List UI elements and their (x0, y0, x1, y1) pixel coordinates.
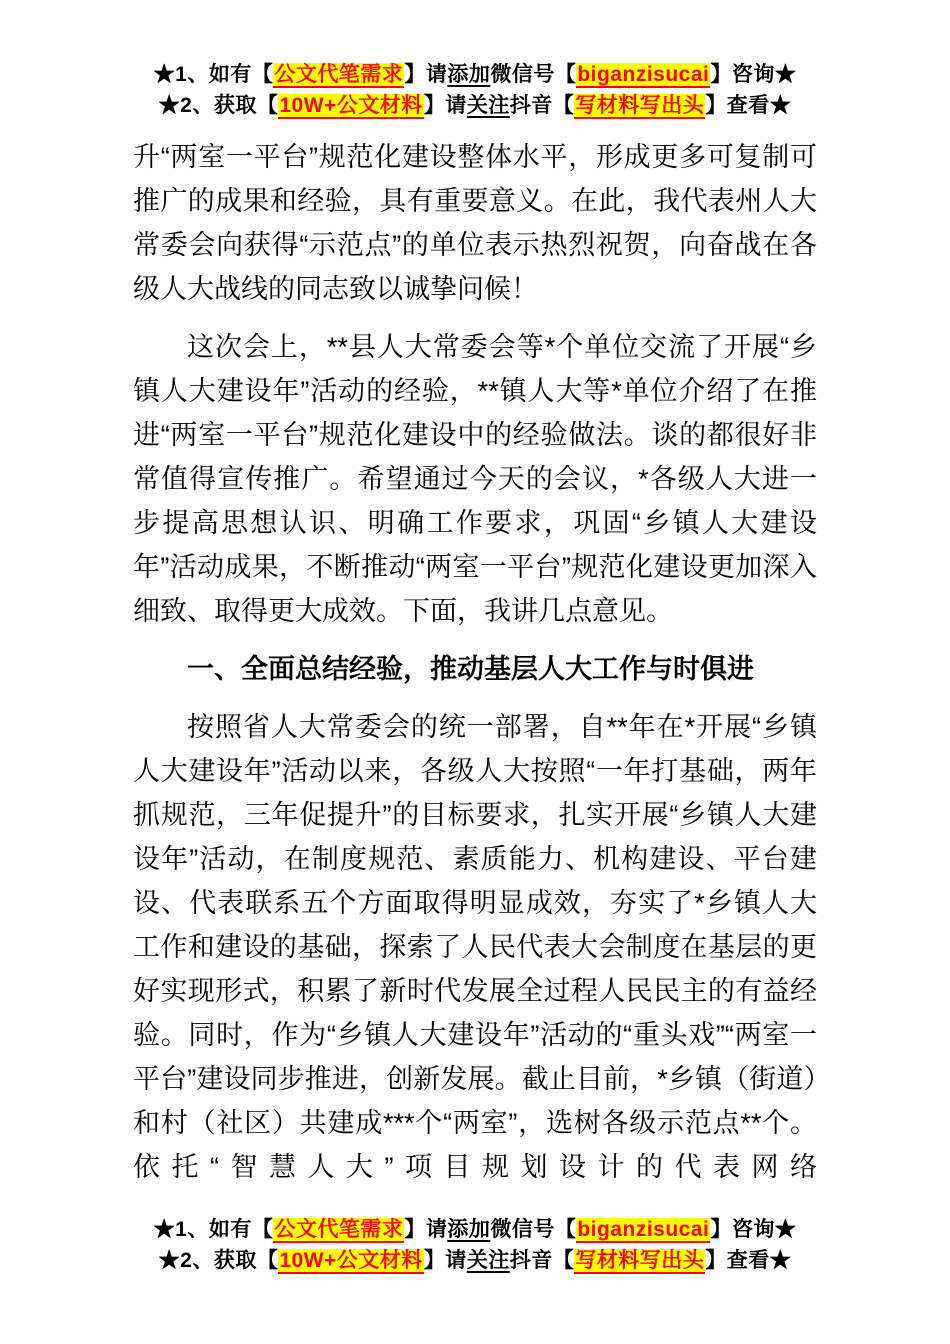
promo-text: 抖音【 (509, 94, 575, 117)
promo-underline-add: 添加 (447, 1218, 491, 1241)
promo-underline-add: 添加 (447, 63, 491, 86)
paragraph: 按照省人大常委会的统一部署，自**年在*开展“乡镇人大建设年”活动以来，各级人大按照“一年打基础，两年抓规范，三年促提升”的目标要求，扎实开展“乡镇人大建设年”活动，在制度规范、素质能力、机构建设、平台建设、代表联系五个方面取得明显成效，夯实了*乡镇人大工作和建设的基础，探索了人民代表大会制度在基层的更好实现形式，积累了新时代发展全过程人民民主的有益经验。同时，作为“乡镇人大建设年”活动的“重头戏”“两室一平台”建设同步推进，创新发展。截止目前，*乡镇（街道）和村（社区）共建成***个“两室”，选树各级示范点**个。依托“智慧人大”项目规划设计的代表网络 (133, 712, 817, 1182)
promo-highlight-douyin-id: 写材料写出头 (575, 1249, 705, 1272)
promo-text: 】请 (423, 94, 467, 117)
promo-text: 】请 (404, 63, 448, 86)
promo-underline-follow: 关注 (466, 94, 510, 117)
promo-highlight-materials: 10W+公文材料 (279, 1249, 423, 1272)
promo-highlight-douyin-id: 写材料写出头 (575, 94, 705, 117)
promo-highlight-service: 公文代笔需求 (274, 63, 404, 86)
promo-text: 】查看★ (705, 1249, 792, 1272)
footer-promo-line-1 (0, 1214, 950, 1245)
header-promo (0, 0, 950, 121)
promo-highlight-wechat-id: biganzisucai (577, 1218, 710, 1241)
section-heading: 一、全面总结经验，推动基层人大工作与时俱进 (187, 654, 754, 684)
promo-text: 】咨询★ (710, 1218, 797, 1241)
promo-text: 抖音【 (509, 1249, 575, 1272)
promo-text: 】请 (404, 1218, 448, 1241)
promo-text: 微信号【 (490, 63, 577, 86)
promo-text: ★2、获取【 (158, 1249, 279, 1272)
header-promo-line-1 (0, 59, 950, 90)
promo-text: 】咨询★ (710, 63, 797, 86)
header-promo-line-2 (0, 90, 950, 121)
promo-text: 】查看★ (705, 94, 792, 117)
promo-text: ★1、如有【 (153, 1218, 274, 1241)
promo-text: ★1、如有【 (153, 63, 274, 86)
promo-text: 】请 (423, 1249, 467, 1272)
footer-promo-line-2 (0, 1245, 950, 1276)
promo-highlight-wechat-id: biganzisucai (577, 63, 710, 86)
document-body (0, 121, 950, 1189)
promo-highlight-materials: 10W+公文材料 (279, 94, 423, 117)
promo-text: ★2、获取【 (158, 94, 279, 117)
promo-highlight-service: 公文代笔需求 (274, 1218, 404, 1241)
paragraph: 这次会上，**县人大常委会等*个单位交流了开展“乡镇人大建设年”活动的经验，**镇人大等*单位介绍了在推进“两室一平台”规范化建设中的经验做法。谈的都很好非常值得宣传推广。希望通过今天的会议，*各级人大进一步提高思想认识、明确工作要求，巩固“乡镇人大建设年”活动成果，不断推动“两室一平台”规范化建设更加深入细致、取得更大成效。下面，我讲几点意见。 (133, 332, 817, 626)
promo-text: 微信号【 (490, 1218, 577, 1241)
footer-promo (0, 1214, 950, 1276)
promo-underline-follow: 关注 (466, 1249, 510, 1272)
paragraph-continuation: 升“两室一平台”规范化建设整体水平，形成更多可复制可推广的成果和经验，具有重要意义。在此，我代表州人大常委会向获得“示范点”的单位表示热烈祝贺，向奋战在各级人大战线的同志致以诚挚问候！ (133, 142, 817, 304)
